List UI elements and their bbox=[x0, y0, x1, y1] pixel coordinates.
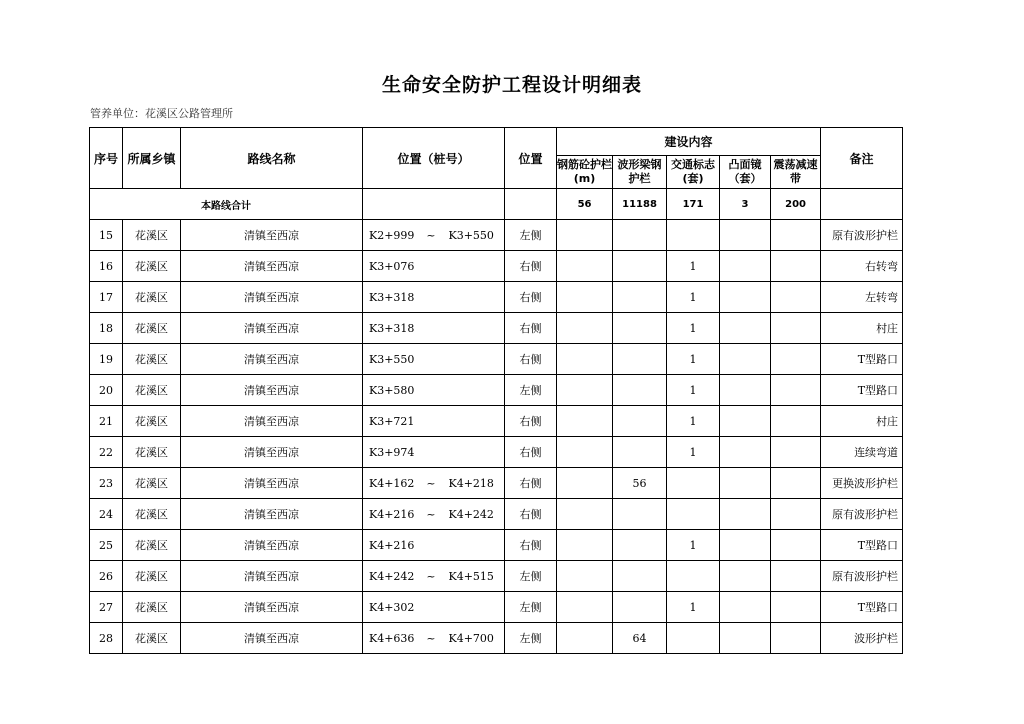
row-wave bbox=[613, 313, 667, 344]
header-position: 位置（桩号） bbox=[363, 128, 505, 189]
row-sign: 1 bbox=[667, 251, 720, 282]
row-mirror bbox=[720, 592, 771, 623]
row-steel bbox=[557, 468, 613, 499]
row-end-stake bbox=[443, 530, 505, 561]
row-town: 花溪区 bbox=[123, 282, 181, 313]
row-town: 花溪区 bbox=[123, 437, 181, 468]
row-steel bbox=[557, 530, 613, 561]
table-row bbox=[90, 561, 903, 592]
row-seq: 16 bbox=[90, 251, 123, 282]
row-side: 左侧 bbox=[505, 561, 557, 592]
row-town: 花溪区 bbox=[123, 468, 181, 499]
row-seq: 19 bbox=[90, 344, 123, 375]
row-side: 右侧 bbox=[505, 530, 557, 561]
row-route: 清镇至西凉 bbox=[181, 220, 363, 251]
row-steel bbox=[557, 344, 613, 375]
row-town: 花溪区 bbox=[123, 251, 181, 282]
row-remark: 连续弯道 bbox=[821, 437, 903, 468]
row-wave bbox=[613, 530, 667, 561]
row-wave bbox=[613, 282, 667, 313]
row-steel bbox=[557, 592, 613, 623]
row-side: 左侧 bbox=[505, 623, 557, 654]
row-steel bbox=[557, 499, 613, 530]
row-route: 清镇至西凉 bbox=[181, 313, 363, 344]
summary-label: 本路线合计 bbox=[90, 189, 363, 220]
row-route: 清镇至西凉 bbox=[181, 406, 363, 437]
table-row bbox=[90, 251, 903, 282]
table-row bbox=[90, 592, 903, 623]
row-mirror bbox=[720, 313, 771, 344]
table-row bbox=[90, 375, 903, 406]
row-remark: 原有波形护栏 bbox=[821, 561, 903, 592]
row-sign: 1 bbox=[667, 406, 720, 437]
row-steel bbox=[557, 313, 613, 344]
row-start-stake: K3+580 bbox=[363, 375, 420, 406]
row-sign: 1 bbox=[667, 282, 720, 313]
table-row bbox=[90, 406, 903, 437]
row-rumble bbox=[771, 468, 821, 499]
row-route: 清镇至西凉 bbox=[181, 499, 363, 530]
row-sign bbox=[667, 499, 720, 530]
row-mirror bbox=[720, 499, 771, 530]
row-side: 右侧 bbox=[505, 282, 557, 313]
row-side: 左侧 bbox=[505, 375, 557, 406]
header-sign: 交通标志(套) bbox=[667, 156, 720, 189]
row-start-stake: K4+302 bbox=[363, 592, 420, 623]
row-remark: 原有波形护栏 bbox=[821, 499, 903, 530]
row-route: 清镇至西凉 bbox=[181, 282, 363, 313]
row-end-stake: K4+242 bbox=[443, 499, 505, 530]
row-wave bbox=[613, 561, 667, 592]
row-sign: 1 bbox=[667, 437, 720, 468]
header-remark: 备注 bbox=[821, 128, 903, 189]
row-wave bbox=[613, 406, 667, 437]
row-range-separator bbox=[420, 592, 443, 623]
row-route: 清镇至西凉 bbox=[181, 251, 363, 282]
row-town: 花溪区 bbox=[123, 313, 181, 344]
row-seq: 22 bbox=[90, 437, 123, 468]
row-steel bbox=[557, 220, 613, 251]
row-wave bbox=[613, 437, 667, 468]
row-side: 右侧 bbox=[505, 499, 557, 530]
row-end-stake bbox=[443, 406, 505, 437]
row-seq: 18 bbox=[90, 313, 123, 344]
row-remark: T型路口 bbox=[821, 530, 903, 561]
header-route: 路线名称 bbox=[181, 128, 363, 189]
row-mirror bbox=[720, 623, 771, 654]
row-mirror bbox=[720, 406, 771, 437]
row-end-stake bbox=[443, 344, 505, 375]
row-range-separator bbox=[420, 282, 443, 313]
row-steel bbox=[557, 282, 613, 313]
row-range-separator bbox=[420, 375, 443, 406]
row-end-stake bbox=[443, 375, 505, 406]
row-route: 清镇至西凉 bbox=[181, 530, 363, 561]
row-rumble bbox=[771, 437, 821, 468]
row-range-separator bbox=[420, 251, 443, 282]
header-rumble: 震荡减速带 bbox=[771, 156, 821, 189]
row-side: 右侧 bbox=[505, 313, 557, 344]
row-end-stake bbox=[443, 282, 505, 313]
row-route: 清镇至西凉 bbox=[181, 344, 363, 375]
row-sign: 1 bbox=[667, 530, 720, 561]
table-row bbox=[90, 623, 903, 654]
row-sign bbox=[667, 468, 720, 499]
table-row bbox=[90, 437, 903, 468]
table-row bbox=[90, 530, 903, 561]
summary-steel: 56 bbox=[557, 189, 613, 220]
row-end-stake: K4+515 bbox=[443, 561, 505, 592]
row-rumble bbox=[771, 592, 821, 623]
row-remark: T型路口 bbox=[821, 592, 903, 623]
row-sign: 1 bbox=[667, 375, 720, 406]
row-side: 右侧 bbox=[505, 468, 557, 499]
row-side: 右侧 bbox=[505, 344, 557, 375]
row-town: 花溪区 bbox=[123, 375, 181, 406]
table-row bbox=[90, 220, 903, 251]
row-wave bbox=[613, 220, 667, 251]
row-wave bbox=[613, 375, 667, 406]
row-range-separator: ~ bbox=[420, 623, 443, 654]
row-range-separator: ~ bbox=[420, 499, 443, 530]
row-seq: 28 bbox=[90, 623, 123, 654]
table-row bbox=[90, 313, 903, 344]
row-town: 花溪区 bbox=[123, 344, 181, 375]
row-rumble bbox=[771, 623, 821, 654]
row-start-stake: K3+721 bbox=[363, 406, 420, 437]
row-route: 清镇至西凉 bbox=[181, 561, 363, 592]
row-end-stake: K3+550 bbox=[443, 220, 505, 251]
header-side: 位置 bbox=[505, 128, 557, 189]
row-remark: 村庄 bbox=[821, 313, 903, 344]
row-start-stake: K3+076 bbox=[363, 251, 420, 282]
header-mirror: 凸面镜（套） bbox=[720, 156, 771, 189]
row-sign: 1 bbox=[667, 592, 720, 623]
header-town: 所属乡镇 bbox=[123, 128, 181, 189]
row-range-separator bbox=[420, 344, 443, 375]
row-wave: 64 bbox=[613, 623, 667, 654]
row-steel bbox=[557, 375, 613, 406]
row-sign bbox=[667, 561, 720, 592]
row-remark: T型路口 bbox=[821, 375, 903, 406]
row-end-stake: K4+218 bbox=[443, 468, 505, 499]
header-seq: 序号 bbox=[90, 128, 123, 189]
row-seq: 15 bbox=[90, 220, 123, 251]
row-mirror bbox=[720, 220, 771, 251]
row-range-separator bbox=[420, 530, 443, 561]
row-mirror bbox=[720, 344, 771, 375]
row-town: 花溪区 bbox=[123, 623, 181, 654]
row-start-stake: K3+318 bbox=[363, 313, 420, 344]
row-start-stake: K3+318 bbox=[363, 282, 420, 313]
row-route: 清镇至西凉 bbox=[181, 468, 363, 499]
row-side: 左侧 bbox=[505, 592, 557, 623]
row-start-stake: K3+550 bbox=[363, 344, 420, 375]
row-wave: 56 bbox=[613, 468, 667, 499]
row-seq: 23 bbox=[90, 468, 123, 499]
table-row bbox=[90, 282, 903, 313]
row-side: 右侧 bbox=[505, 406, 557, 437]
row-steel bbox=[557, 561, 613, 592]
summary-side bbox=[505, 189, 557, 220]
row-remark: 右转弯 bbox=[821, 251, 903, 282]
summary-remark bbox=[821, 189, 903, 220]
row-mirror bbox=[720, 468, 771, 499]
row-start-stake: K2+999 bbox=[363, 220, 420, 251]
summary-wave: 11188 bbox=[613, 189, 667, 220]
row-mirror bbox=[720, 561, 771, 592]
row-wave bbox=[613, 592, 667, 623]
row-range-separator bbox=[420, 313, 443, 344]
row-wave bbox=[613, 344, 667, 375]
row-start-stake: K4+216 bbox=[363, 530, 420, 561]
row-mirror bbox=[720, 282, 771, 313]
summary-mirror: 3 bbox=[720, 189, 771, 220]
row-seq: 17 bbox=[90, 282, 123, 313]
row-start-stake: K4+162 bbox=[363, 468, 420, 499]
row-rumble bbox=[771, 282, 821, 313]
row-rumble bbox=[771, 561, 821, 592]
row-remark: 波形护栏 bbox=[821, 623, 903, 654]
row-rumble bbox=[771, 499, 821, 530]
row-town: 花溪区 bbox=[123, 530, 181, 561]
row-wave bbox=[613, 251, 667, 282]
row-remark: 左转弯 bbox=[821, 282, 903, 313]
row-range-separator bbox=[420, 406, 443, 437]
row-end-stake: K4+700 bbox=[443, 623, 505, 654]
summary-position bbox=[363, 189, 505, 220]
row-steel bbox=[557, 251, 613, 282]
table-row bbox=[90, 499, 903, 530]
row-remark: 原有波形护栏 bbox=[821, 220, 903, 251]
row-start-stake: K4+216 bbox=[363, 499, 420, 530]
row-town: 花溪区 bbox=[123, 499, 181, 530]
row-range-separator: ~ bbox=[420, 468, 443, 499]
row-range-separator: ~ bbox=[420, 561, 443, 592]
row-steel bbox=[557, 623, 613, 654]
row-range-separator bbox=[420, 437, 443, 468]
table-row bbox=[90, 344, 903, 375]
summary-rumble: 200 bbox=[771, 189, 821, 220]
row-remark: T型路口 bbox=[821, 344, 903, 375]
row-route: 清镇至西凉 bbox=[181, 437, 363, 468]
header-construction: 建设内容 bbox=[557, 128, 821, 156]
row-side: 右侧 bbox=[505, 251, 557, 282]
row-end-stake bbox=[443, 437, 505, 468]
row-seq: 26 bbox=[90, 561, 123, 592]
summary-sign: 171 bbox=[667, 189, 720, 220]
row-wave bbox=[613, 499, 667, 530]
row-side: 左侧 bbox=[505, 220, 557, 251]
row-mirror bbox=[720, 437, 771, 468]
row-rumble bbox=[771, 251, 821, 282]
row-route: 清镇至西凉 bbox=[181, 375, 363, 406]
header-wave: 波形梁钢护栏 bbox=[613, 156, 667, 189]
row-end-stake bbox=[443, 251, 505, 282]
row-rumble bbox=[771, 375, 821, 406]
row-rumble bbox=[771, 406, 821, 437]
row-route: 清镇至西凉 bbox=[181, 623, 363, 654]
row-steel bbox=[557, 406, 613, 437]
row-remark: 村庄 bbox=[821, 406, 903, 437]
table-row bbox=[90, 468, 903, 499]
row-range-separator: ~ bbox=[420, 220, 443, 251]
row-start-stake: K4+242 bbox=[363, 561, 420, 592]
row-route: 清镇至西凉 bbox=[181, 592, 363, 623]
row-seq: 20 bbox=[90, 375, 123, 406]
row-town: 花溪区 bbox=[123, 220, 181, 251]
row-seq: 24 bbox=[90, 499, 123, 530]
row-mirror bbox=[720, 251, 771, 282]
row-mirror bbox=[720, 530, 771, 561]
row-seq: 25 bbox=[90, 530, 123, 561]
row-rumble bbox=[771, 313, 821, 344]
row-seq: 21 bbox=[90, 406, 123, 437]
row-sign: 1 bbox=[667, 313, 720, 344]
row-mirror bbox=[720, 375, 771, 406]
detail-table bbox=[89, 127, 903, 654]
row-start-stake: K4+636 bbox=[363, 623, 420, 654]
row-seq: 27 bbox=[90, 592, 123, 623]
row-town: 花溪区 bbox=[123, 592, 181, 623]
row-steel bbox=[557, 437, 613, 468]
row-town: 花溪区 bbox=[123, 406, 181, 437]
row-sign bbox=[667, 623, 720, 654]
row-end-stake bbox=[443, 313, 505, 344]
header-steel: 钢筋砼护栏(m) bbox=[557, 156, 613, 189]
row-town: 花溪区 bbox=[123, 561, 181, 592]
row-rumble bbox=[771, 344, 821, 375]
row-rumble bbox=[771, 220, 821, 251]
row-end-stake bbox=[443, 592, 505, 623]
row-start-stake: K3+974 bbox=[363, 437, 420, 468]
management-unit-label: 管养单位：花溪区公路管理所 bbox=[90, 107, 233, 120]
row-sign bbox=[667, 220, 720, 251]
row-side: 右侧 bbox=[505, 437, 557, 468]
row-rumble bbox=[771, 530, 821, 561]
row-remark: 更换波形护栏 bbox=[821, 468, 903, 499]
page-title: 生命安全防护工程设计明细表 bbox=[381, 74, 642, 96]
row-sign: 1 bbox=[667, 344, 720, 375]
